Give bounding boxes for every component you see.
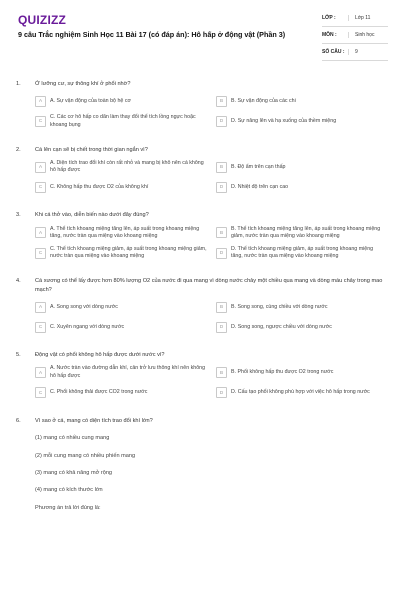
meta-value-count: 9	[348, 49, 388, 55]
option-text: D. Sự nâng lên và hạ xuống của thềm miệng	[231, 117, 337, 124]
statement-1: (1) mang có nhiều cung mang	[35, 435, 110, 442]
option-b[interactable]	[216, 94, 389, 108]
question-3	[0, 211, 400, 260]
statement-4: (4) mang có kích thước lớn	[35, 487, 103, 494]
option-marker: C	[35, 116, 46, 127]
meta-value-subject: Sinh học	[348, 32, 388, 38]
question-number: 1.	[16, 81, 21, 87]
question-number: 6.	[16, 417, 21, 424]
option-d[interactable]	[216, 320, 389, 334]
option-c[interactable]	[35, 180, 216, 194]
answer-prompt: Phương án trả lời đúng là:	[35, 504, 101, 511]
worksheet-meta-table	[322, 10, 388, 61]
option-b[interactable]	[216, 365, 389, 379]
option-marker: A	[35, 96, 46, 107]
meta-value-class: Lớp 11	[348, 15, 388, 21]
option-grid	[35, 226, 400, 261]
question-list	[0, 66, 400, 512]
option-marker: D	[216, 387, 227, 398]
option-text: A. Nước tràn vào đường dẫn khí, cản trở lưu thông khí nên không hô hấp được	[50, 365, 206, 379]
question-1	[0, 80, 400, 129]
meta-label-class: LỚP :	[322, 15, 336, 21]
option-text: C. Các cơ hô hấp co dãn làm thay đổi thể tích lồng ngực hoặc khoang bụng	[50, 114, 196, 128]
option-b[interactable]	[216, 160, 389, 174]
option-d[interactable]	[216, 114, 389, 128]
option-b[interactable]	[216, 226, 389, 240]
option-marker: D	[216, 322, 227, 333]
option-grid	[35, 94, 400, 128]
option-a[interactable]	[35, 94, 216, 108]
question-number: 4.	[16, 278, 21, 285]
option-marker: C	[35, 387, 46, 398]
option-marker: B	[216, 96, 227, 107]
option-text: B. Song song, cùng chiều với dòng nước	[231, 303, 328, 310]
question-text: Ở lưỡng cư, sự thông khí ở phổi nhờ?	[35, 81, 131, 87]
question-number: 2.	[16, 146, 21, 153]
option-c[interactable]	[35, 246, 216, 260]
option-text: B. Phổi không hấp thu được O2 trong nước	[231, 369, 334, 376]
option-marker: D	[216, 248, 227, 259]
question-2	[0, 146, 400, 195]
option-c[interactable]	[35, 320, 216, 334]
option-text: B. Thể tích khoang miệng tăng lên, áp suất trong khoang miệng giảm, nước tràn qua miệng vào khoang miệng	[231, 225, 381, 239]
option-text: A. Song song với dòng nước	[50, 303, 118, 310]
statement-2: (2) mỗi cung mang có nhiều phiến mang	[35, 452, 136, 459]
option-a[interactable]	[35, 160, 216, 174]
quizizz-logo[interactable]: QUIZIZZ	[18, 13, 67, 27]
question-text: Vì sao ở cá, mang có diện tích trao đổi khí lớn?	[35, 417, 153, 424]
option-d[interactable]	[216, 246, 389, 260]
option-text: A. Diện tích trao đổi khí còn rất nhỏ và mang bị khô nên cá không hô hấp được	[50, 160, 204, 174]
option-marker: B	[216, 367, 227, 378]
question-5	[0, 351, 400, 400]
option-text: D. Cấu tạo phổi không phù hợp với việc hô hấp trong nước	[231, 389, 370, 396]
option-marker: B	[216, 302, 227, 313]
option-text: C. Phổi không thải được CO2 trong nước	[50, 389, 148, 396]
option-text: C. Không hấp thu được O2 của không khí	[50, 183, 149, 190]
option-text: B. Độ ẩm trên cạn thấp	[231, 163, 286, 170]
statement-3: (3) mang có khả năng mở rộng	[35, 469, 113, 476]
meta-row-count	[322, 44, 388, 61]
question-number: 3.	[16, 212, 21, 219]
question-text: Khi cá thở vào, diễn biến nào dưới đây đúng?	[35, 212, 149, 219]
option-marker: C	[35, 322, 46, 333]
option-marker: B	[216, 162, 227, 173]
meta-row-subject	[322, 27, 388, 44]
question-text: Động vật có phổi không hô hấp được dưới nước vì?	[35, 352, 165, 359]
option-a[interactable]	[35, 226, 216, 240]
option-text: D. Thể tích khoang miệng giảm, áp suất trong khoang miệng tăng, nước tràn qua miệng vào khoang miệng	[231, 246, 374, 260]
question-text: Cá xương có thể lấy được hơn 80% lượng O2 của nước đi qua mang vì dòng nước chảy một chiều qua mang và dòng máu chảy trong mao mạch?	[35, 278, 383, 293]
option-marker: C	[35, 248, 46, 259]
worksheet-title: 9 câu Trắc nghiệm Sinh Học 11 Bài 17 (có đáp án): Hô hấp ở động vật (Phần 3)	[18, 30, 286, 39]
option-marker: A	[35, 302, 46, 313]
option-c[interactable]	[35, 386, 216, 400]
option-marker: D	[216, 116, 227, 127]
option-d[interactable]	[216, 180, 389, 194]
question-6	[0, 417, 400, 512]
option-marker: A	[35, 162, 46, 173]
option-a[interactable]	[35, 365, 216, 379]
option-marker: A	[35, 227, 46, 238]
worksheet-header	[0, 0, 400, 66]
option-b[interactable]	[216, 300, 389, 314]
meta-row-class	[322, 10, 388, 27]
option-text: B. Sự vận động của các chi	[231, 97, 296, 104]
option-grid	[35, 160, 400, 194]
option-grid	[35, 300, 400, 334]
option-marker: A	[35, 367, 46, 378]
option-grid	[35, 365, 400, 399]
option-c[interactable]	[35, 114, 216, 128]
question-text: Cá lên cạn sẽ bị chết trong thời gian ngắn vì?	[35, 146, 148, 153]
meta-label-count: SỐ CÂU :	[322, 49, 345, 55]
option-text: C. Thể tích khoang miệng giảm, áp suất trong khoang miệng giảm, nước tràn qua miệng vào khoang miệng	[50, 246, 207, 260]
question-4	[0, 277, 400, 334]
option-text: A. Sự vận động của toàn bộ hệ cơ	[50, 97, 131, 104]
option-marker: D	[216, 182, 227, 193]
option-marker: C	[35, 182, 46, 193]
option-text: C. Xuyên ngang với dòng nước	[50, 323, 125, 330]
option-marker: B	[216, 227, 227, 238]
meta-label-subject: MÔN :	[322, 32, 337, 38]
option-text: D. Song song, ngược chiều với dòng nước	[231, 323, 332, 330]
option-text: D. Nhiệt độ trên cạn cao	[231, 183, 289, 190]
option-a[interactable]	[35, 300, 216, 314]
option-text: A. Thể tích khoang miệng tăng lên, áp suất trong khoang miệng tăng, nước tràn qua miệng vào khoang miệng	[50, 225, 200, 239]
option-d[interactable]	[216, 386, 389, 400]
question-number: 5.	[16, 352, 21, 359]
